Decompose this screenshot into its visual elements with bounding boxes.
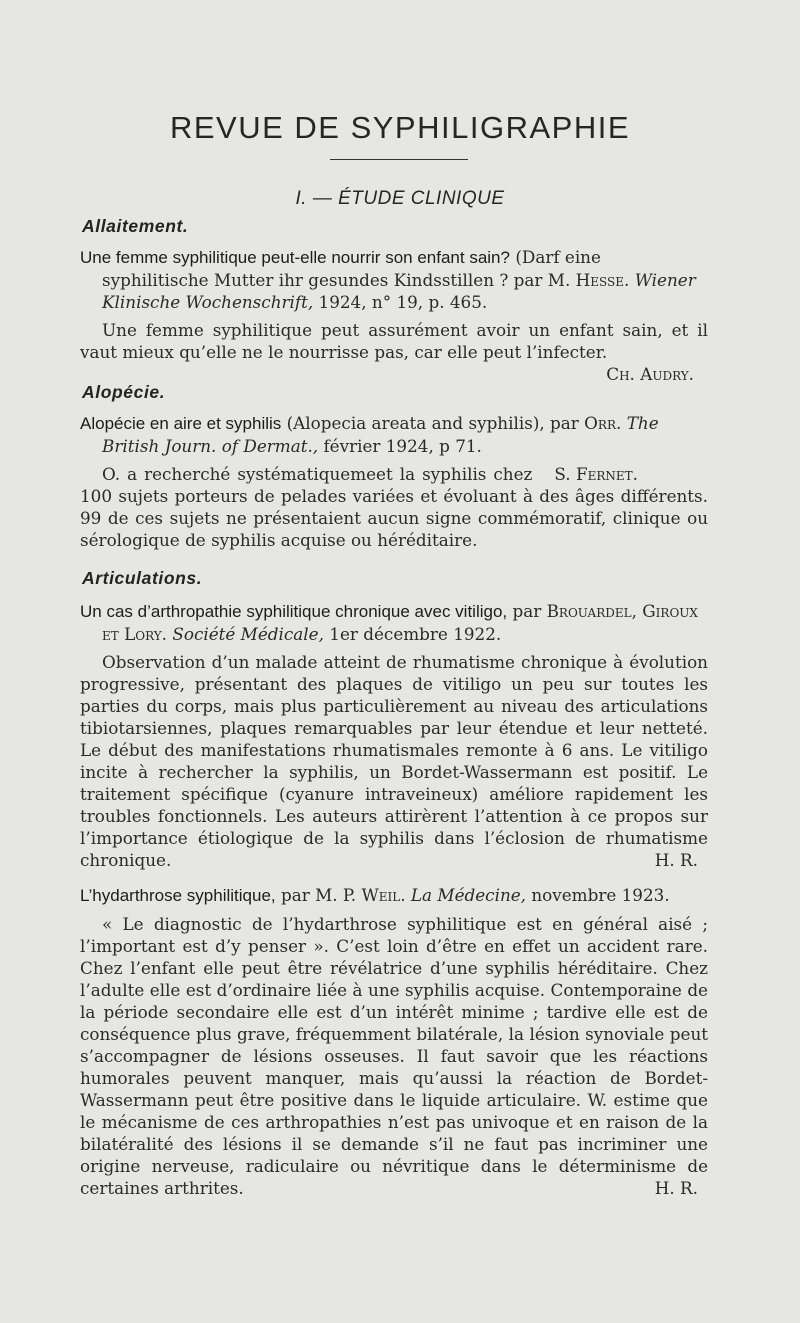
article-ref-text: par M. P.: [280, 885, 357, 905]
article-author: Orr.: [584, 413, 622, 433]
title-rule: [330, 159, 468, 160]
journal-title: REVUE DE SYPHILIGRAPHIE: [169, 110, 630, 145]
article-journal: The British Journ. of Dermat.,: [102, 413, 659, 456]
article-journal: Société Médicale,: [172, 624, 324, 644]
article-arthropathie: [80, 600, 708, 871]
article-author: Weil.: [361, 885, 406, 905]
section-heading: I. — ÉTUDE CLINIQUE: [295, 188, 505, 209]
article-signature: Ch. Audry.: [606, 364, 694, 384]
article-heading: L’hydarthrose syphilitique,: [80, 886, 276, 905]
article-body-text: « Le diagnostic de l’hydarthrose syphilitique est en général aisé ; l’important est d’y penser ». C’est loin d’être en effet un accident rare. Chez l’enfant elle peut être révélatrice d’une syphilis héréditaire. Chez l’adulte elle est d’ordinaire liée à une syphilis acquise. Contemporaine de la période secondaire elle est d’un intérêt minime ; tardive elle est de conséquence plus grave, fréquemment bilatérale, la lésion synoviale peut s’accompagner de lésions osseuses. Il faut savoir que les réactions humorales peuvent manquer, mais qu’aussi la réaction de Bordet-Wassermann peut être positive dans le liquide articulaire. W. estime que le mécanisme de ces arthropathies n’est pas univoque et en raison de la bilatéralité des lésions il se demande s’il ne faut pas incriminer une origine nerveuse, radiculaire ou névritique dans le déterminisme de certaines arthrites.: [80, 914, 708, 1198]
article-journal: La Médecine,: [410, 885, 527, 905]
article-signature: H. R.: [654, 850, 698, 870]
category-alopecie: Alopécie.: [82, 382, 166, 402]
article-body-text: Observation d’un malade atteint de rhumatisme chronique à évolution progressive, présentant des plaques de vitiligo un peu sur toutes les parties du corps, mais plus particulièrement au niveau des articulations tibiotarsiennes, plaques remarquables par leur étendue et leur netteté. Le début des manifestations rhumatismales remonte à 6 ans. Le vitiligo incite à rechercher la syphilis, un Bordet-Wassermann est positif. Le traitement spécifique (cyanure intraveineux) améliore rapidement les troubles fonctionnels. Les auteurs attirèrent l’attention à ce propos sur l’importance étiologique de la syphilis dans l’éclosion de rhumatisme chronique.: [80, 652, 708, 870]
article-body: Une femme syphilitique peut assurément avoir un enfant sain, et il vaut mieux qu’elle ne le nourrisse pas, car elle peut l’infecter.: [80, 320, 708, 362]
article-heading: Un cas d’arthropathie syphilitique chronique avec vitiligo,: [80, 602, 508, 621]
article-allaitement: [80, 246, 708, 385]
article-details: 1er décembre 1922.: [329, 624, 502, 644]
article-reference: [80, 412, 708, 457]
article-signature: S. Fernet.: [554, 464, 638, 484]
article-reference: [80, 246, 708, 313]
article-author: Brouardel, Giroux et Lory.: [102, 601, 698, 644]
article-details: novembre 1923.: [531, 885, 670, 905]
article-journal: Wiener Klinische Wochenschrift,: [102, 270, 696, 312]
article-ref-text: par: [512, 601, 542, 621]
article-details: février 1924, p 71.: [323, 436, 482, 456]
article-heading: Alopécie en aire et syphilis: [80, 414, 282, 433]
article-reference: [80, 884, 708, 907]
article-ref-text: (Darf eine syphilitische Mutter ihr gesundes Kindsstillen ? par M.: [102, 247, 601, 290]
category-allaitement: Allaitement.: [82, 216, 189, 236]
article-author: Hesse.: [575, 270, 630, 290]
article-body: [80, 463, 708, 551]
article-details: 1924, n° 19, p. 465.: [318, 292, 488, 312]
article-alopecie: [80, 412, 708, 551]
article-body: [80, 651, 708, 871]
article-ref-text: (Alopecia areata and syphilis), par: [286, 413, 579, 433]
article-signature: H. R.: [654, 1178, 698, 1198]
article-reference: [80, 600, 708, 645]
article-heading: Une femme syphilitique peut-elle nourrir son enfant sain?: [80, 248, 510, 267]
article-hydarthrose: [80, 884, 708, 1199]
article-body: [80, 913, 708, 1199]
article-body-text: O. a recherché systématiquemeet la syphilis chez 100 sujets porteurs de pelades variées et évoluant à des âges différents. 99 de ces sujets ne présentaient aucun signe commémoratif, clinique ou sérologique de syphilis acquise ou héréditaire.: [80, 464, 708, 550]
category-articulations: Articulations.: [82, 568, 203, 588]
